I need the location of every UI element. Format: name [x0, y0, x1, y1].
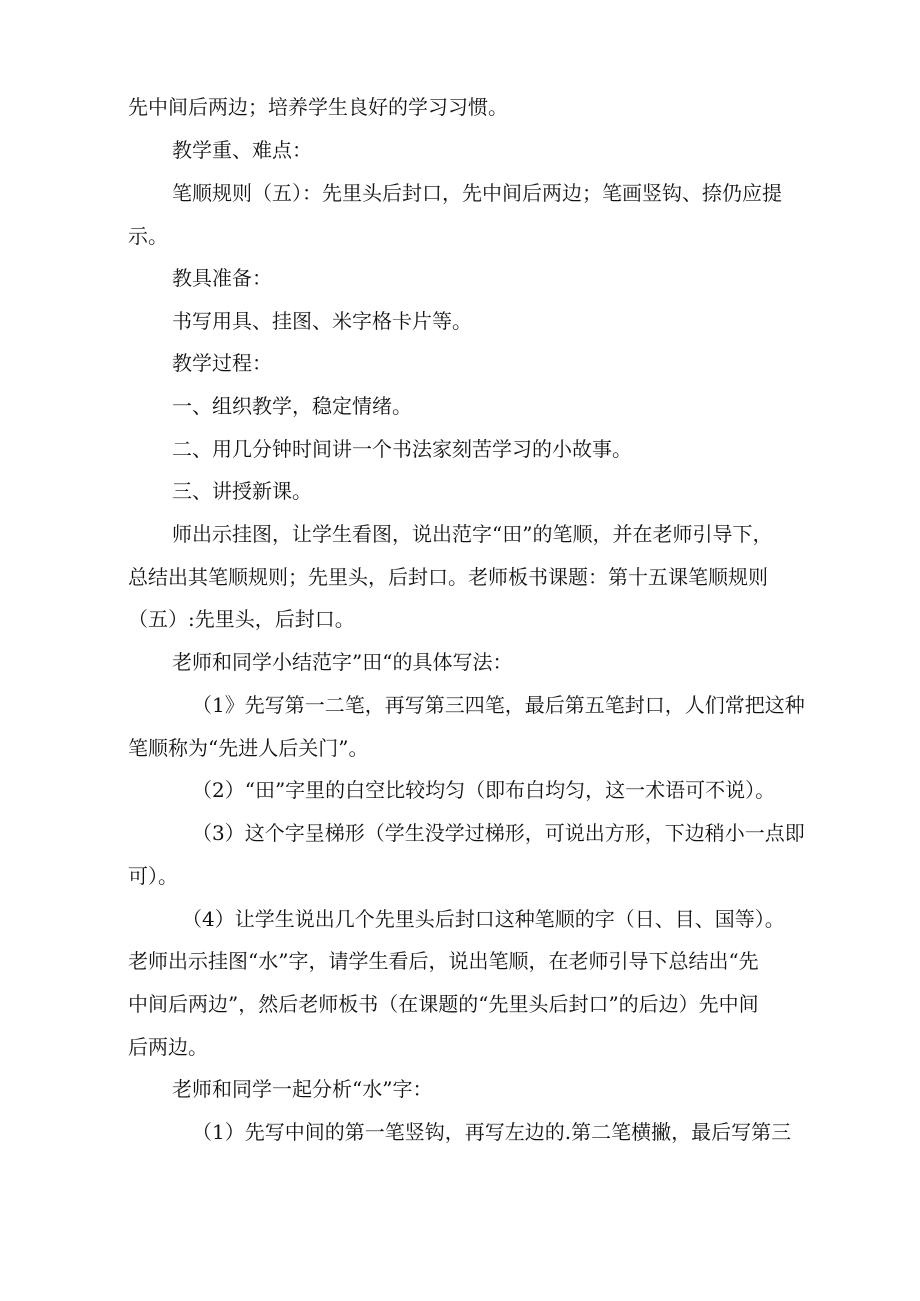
text-line-25: （1）先写中间的第一笔竖钩，再写左边的.第二笔横撇，最后写第三	[192, 1120, 792, 1144]
text-line-21: 老师出示挂图“水”字，请学生看后，说出笔顺，在老师引导下总结出“先	[128, 949, 759, 973]
text-line-11: 师出示挂图，让学生看图，说出范字“田”的笔顺，并在老师引导下，	[172, 522, 773, 546]
text-line-3: 笔顺规则（五）：先里头后封口，先中间后两边；笔画竖钩、捺仍应提	[172, 181, 782, 205]
text-line-1: 先中间后两边；培养学生良好的学习习惯。	[128, 95, 508, 119]
text-line-6: 书写用具、挂图、米字格卡片等。	[172, 309, 472, 333]
text-line-9: 二、用几分钟时间讲一个书法家刻苦学习的小故事。	[172, 437, 632, 461]
heading-teaching-process: 教学过程：	[172, 351, 272, 375]
text-line-8: 一、组织教学，稳定情绪。	[172, 394, 412, 418]
text-line-4: 示。	[128, 224, 168, 248]
heading-teaching-aids: 教具准备：	[172, 266, 272, 290]
text-line-16: 笔顺称为“先进人后关门”。	[128, 736, 369, 760]
text-line-12: 总结出其笔顺规则；先里头，后封口。老师板书课题：第十五课笔顺规则	[128, 565, 768, 589]
text-line-17: （2）“田”字里的白空比较均匀（即布白均匀，这一术语可不说）。	[192, 778, 776, 802]
text-line-24: 老师和同学一起分析“水”字：	[172, 1077, 433, 1101]
text-line-18: （3）这个字呈梯形（学生没学过梯形，可说出方形，下边稍小一点即	[192, 821, 805, 845]
text-line-13: （五）:先里头，后封口。	[128, 607, 355, 631]
text-line-23: 后两边。	[128, 1035, 208, 1059]
heading-key-points: 教学重、难点：	[172, 138, 312, 162]
text-line-20: （4）让学生说出几个先里头后封口这种笔顺的字（日、目、国等）。	[182, 907, 785, 931]
text-line-22: 中间后两边”，然后老师板书（在课题的“先里头后封口”的后边）先中间	[128, 992, 759, 1016]
text-line-10: 三、讲授新课。	[172, 479, 312, 503]
text-line-19: 可）。	[128, 864, 178, 888]
text-line-15: （1》先写第一二笔，再写第三四笔，最后第五笔封口，人们常把这种	[192, 693, 805, 717]
text-line-14: 老师和同学小结范字”田“的具体写法：	[172, 650, 513, 674]
